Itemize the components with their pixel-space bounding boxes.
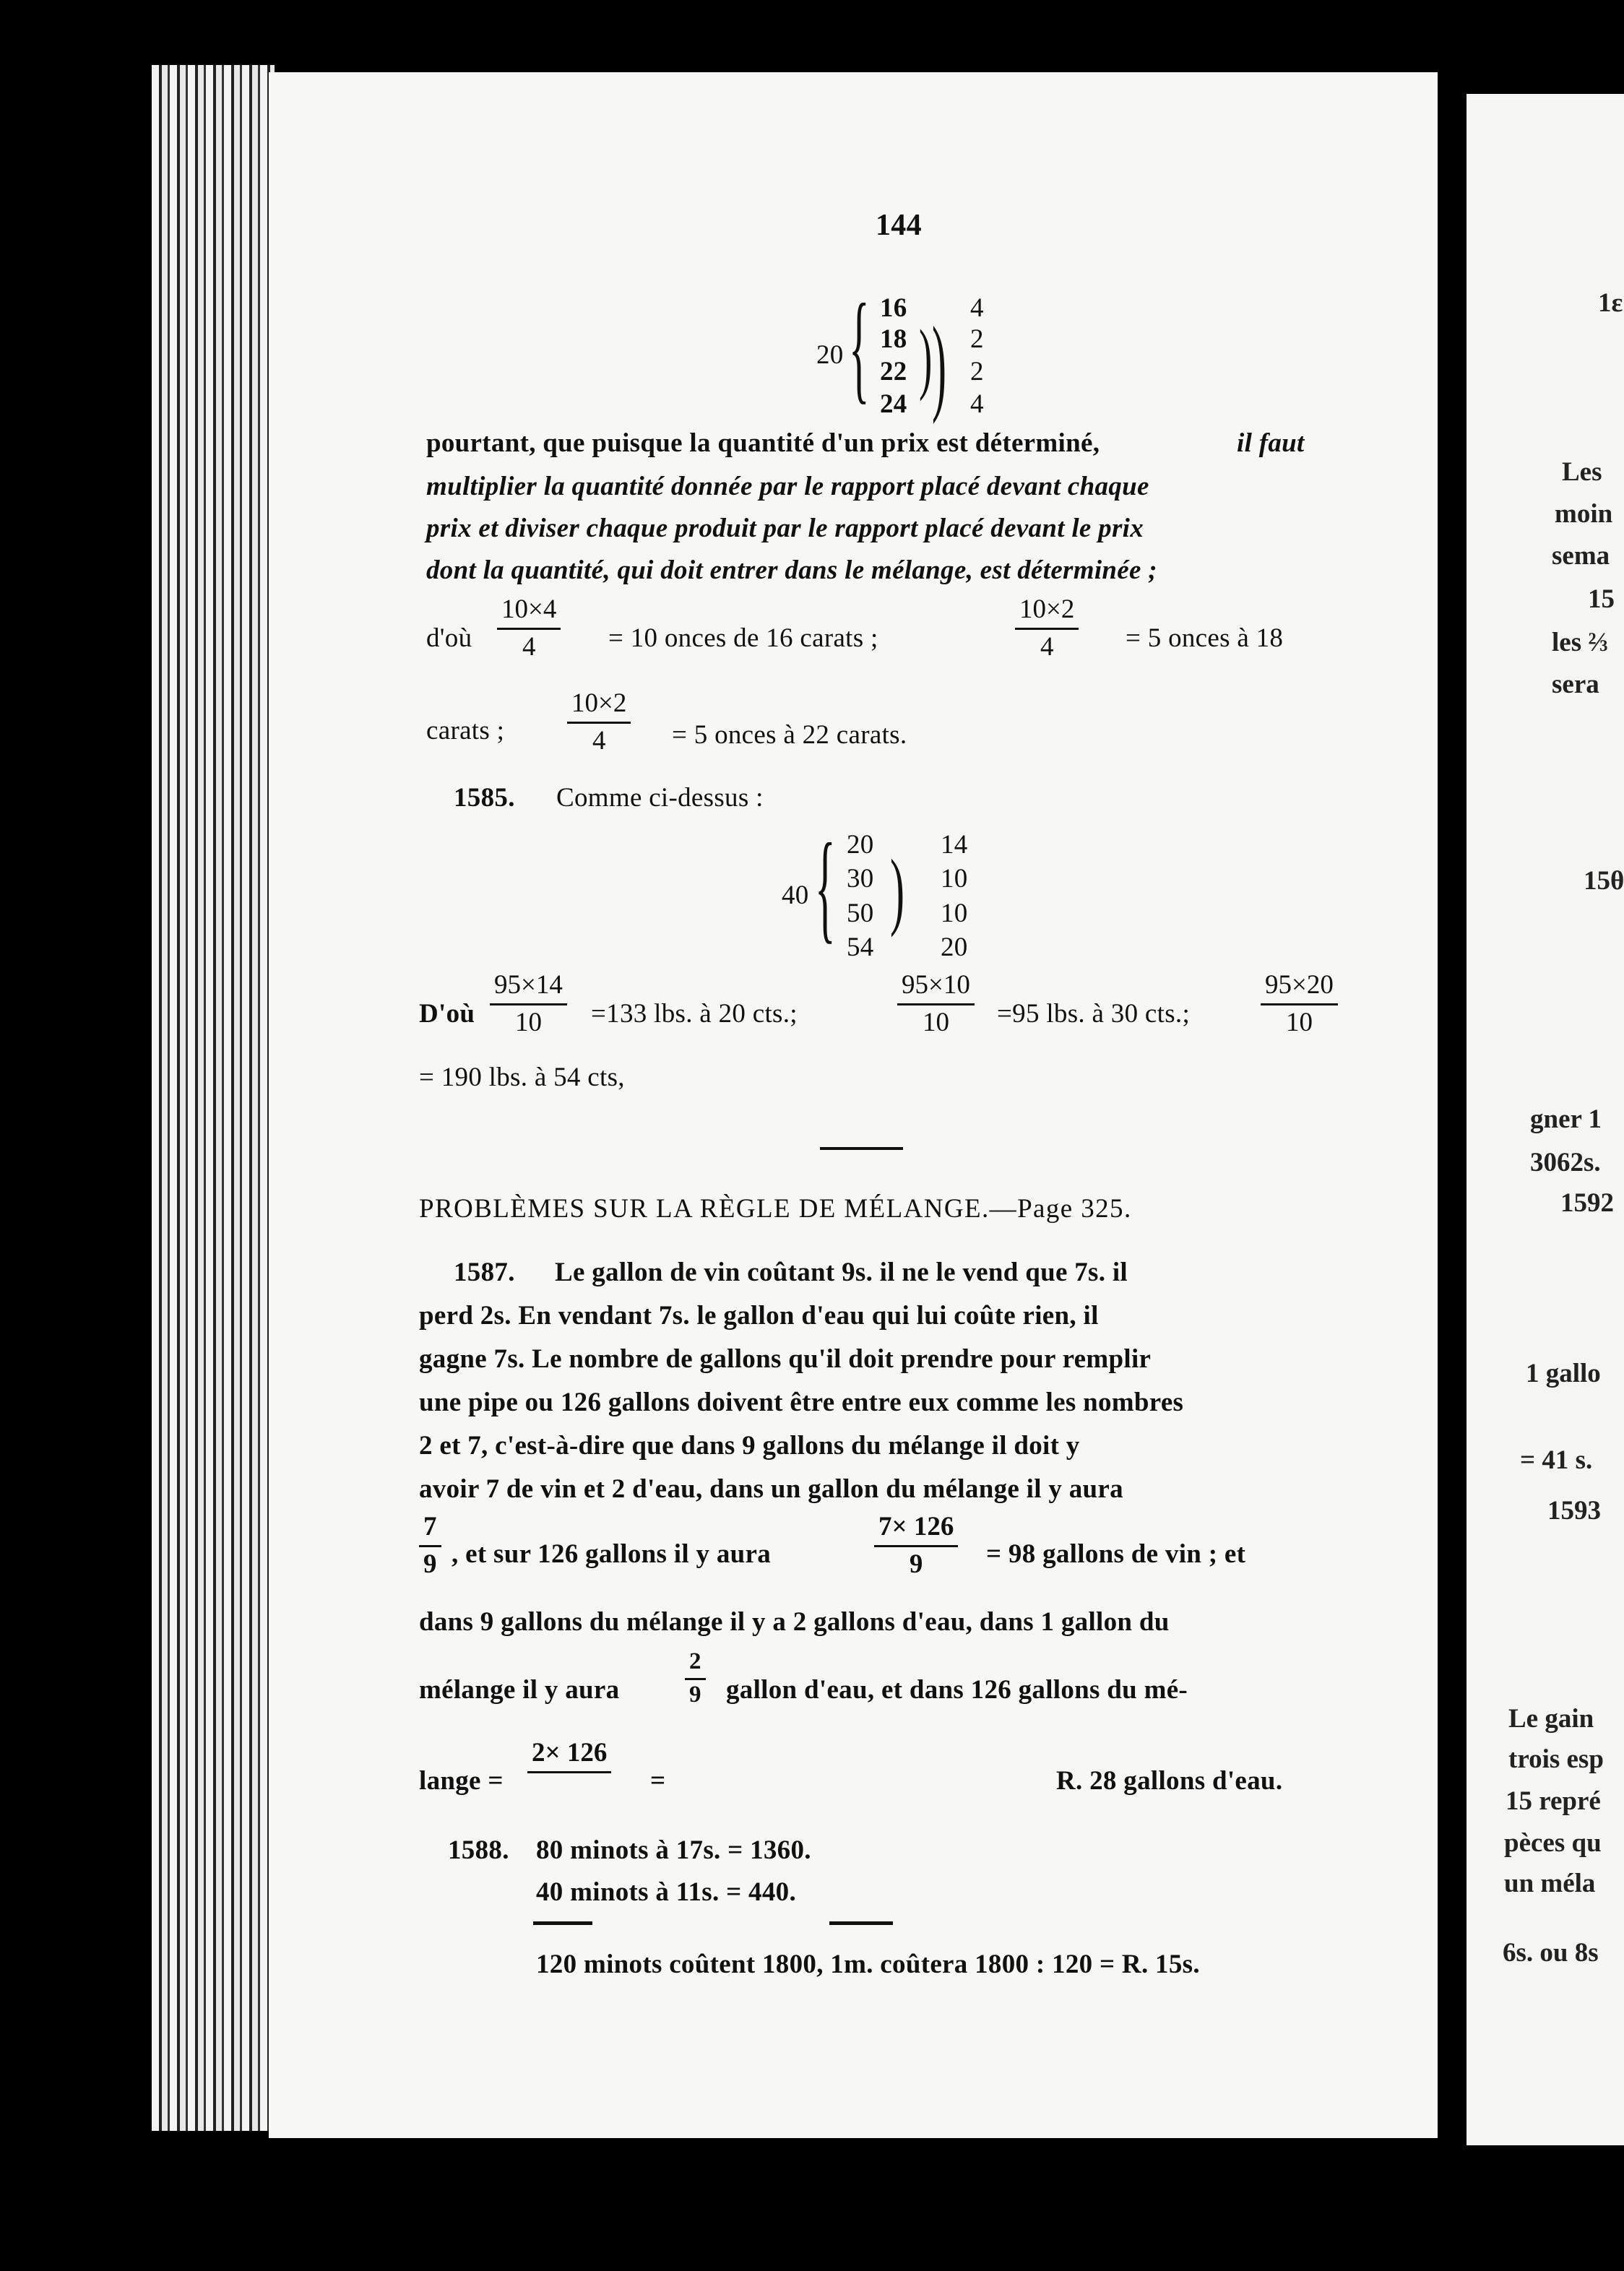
right-page-text: trois esp: [1508, 1744, 1604, 1774]
p1587-mid1: , et sur 126 gallons il y aura: [452, 1539, 772, 1569]
p1585-left-value: 30: [847, 864, 874, 894]
eq1-fraction-1: [497, 594, 561, 662]
table1-left-value: 22: [880, 357, 907, 386]
p1587-line2: perd 2s. En vendant 7s. le gallon d'eau qui lui coûte rien, il: [419, 1301, 1099, 1331]
p1585-fraction-1: [490, 969, 567, 1038]
right-page-text: Les: [1562, 457, 1602, 487]
p1588-number: 1588.: [448, 1835, 509, 1865]
right-page-text: 15: [1588, 584, 1615, 614]
p1585-prefix: D'où: [419, 999, 475, 1029]
table1-right-paren-outer: ): [932, 305, 946, 425]
fraction-numerator: 10×4: [497, 594, 561, 630]
fraction-numerator: 95×14: [490, 969, 567, 1005]
p1587-line10b: =: [650, 1766, 666, 1796]
table1-left-value: 16: [880, 293, 907, 323]
p1585-right-value: 20: [941, 933, 968, 962]
fraction-numerator: 7: [419, 1511, 441, 1547]
fraction-denominator: 9: [909, 1549, 923, 1579]
table1-right-value: 2: [970, 357, 984, 386]
p1587-fraction-4: [527, 1737, 611, 1806]
p1585-number: 1585.: [454, 783, 515, 813]
right-page-text: gner 1: [1530, 1104, 1602, 1134]
para1-line2: multiplier la quantité donnée par le rapport placé devant chaque: [426, 472, 1149, 501]
page-edges: [152, 65, 275, 2131]
table1-right-value: 2: [970, 324, 984, 354]
right-page-text: 15 repré: [1506, 1786, 1601, 1816]
p1585-right-value: 10: [941, 864, 968, 894]
p1585-left-value: 20: [847, 830, 874, 860]
table1-right-value: 4: [970, 389, 984, 419]
right-page-text: 1593: [1547, 1496, 1601, 1526]
section-separator: [820, 1147, 903, 1150]
p1585-line2: = 190 lbs. à 54 cts,: [419, 1063, 625, 1092]
p1587-line8: dans 9 gallons du mélange il y a 2 gallons d'eau, dans 1 gallon du: [419, 1607, 1170, 1637]
page-number: 144: [876, 209, 922, 242]
para1-line4: dont la quantité, qui doit entrer dans le mélange, est déterminée ;: [426, 555, 1157, 585]
right-page-text: moin: [1555, 499, 1613, 529]
p1585-right-paren: ): [890, 842, 904, 938]
fraction-denominator: 4: [592, 726, 606, 756]
right-page-text: pèces qu: [1504, 1828, 1602, 1858]
p1585-text: Comme ci-dessus :: [556, 783, 764, 813]
fraction-denominator: 10: [514, 1008, 542, 1037]
fraction-denominator: [527, 1773, 611, 1806]
p1588-line3: 120 minots coûtent 1800, 1m. coûtera 1800 : 120 = R. 15s.: [536, 1950, 1200, 1979]
right-page-text: sema: [1552, 541, 1610, 571]
fraction-numerator: 2× 126: [527, 1737, 611, 1773]
p1585-result-1: =133 lbs. à 20 cts.;: [591, 999, 798, 1029]
fraction-numerator: 2: [685, 1648, 706, 1680]
right-page-text: 1 gallo: [1526, 1359, 1601, 1388]
section-title: PROBLÈMES SUR LA RÈGLE DE MÉLANGE.—Page 325.: [419, 1194, 1132, 1224]
fraction-denominator: 9: [423, 1549, 437, 1579]
fraction-denominator: 9: [689, 1682, 701, 1708]
eq1-result-2: = 5 onces à 18: [1126, 623, 1284, 653]
fraction-denominator: 10: [1285, 1008, 1313, 1037]
p1587-mid1b: = 98 gallons de vin ; et: [986, 1539, 1246, 1569]
fraction-denominator: 4: [1040, 632, 1054, 662]
p1587-line1: Le gallon de vin coûtant 9s. il ne le vend que 7s. il: [555, 1258, 1128, 1287]
right-page-text: 1592: [1560, 1188, 1614, 1218]
fraction-denominator: 10: [922, 1008, 949, 1037]
p1585-result-2: =95 lbs. à 30 cts.;: [997, 999, 1191, 1029]
right-page-text: 15θ: [1584, 866, 1624, 896]
p1588-line2: 40 minots à 11s. = 440.: [536, 1877, 796, 1907]
p1587-line10a: lange =: [419, 1766, 504, 1796]
sum-rule-left: [533, 1921, 592, 1925]
table1-left-brace: {: [849, 279, 870, 415]
eq1-prefix: d'où: [426, 623, 472, 653]
right-page-text: 3062s.: [1530, 1148, 1601, 1177]
fraction-numerator: 95×10: [897, 969, 975, 1005]
para1-line1b: il faut: [1237, 428, 1305, 458]
eq1-fraction-3: [567, 688, 631, 756]
eq1-line2-prefix: carats ;: [426, 716, 505, 745]
table1-lead: 20: [816, 340, 844, 370]
p1585-left-brace: {: [815, 818, 836, 954]
p1587-line9b: gallon d'eau, et dans 126 gallons du mé-: [726, 1675, 1188, 1705]
right-page-text: sera: [1552, 670, 1599, 699]
eq1-result-1: = 10 onces de 16 carats ;: [608, 623, 878, 653]
eq1-fraction-2: [1015, 594, 1079, 662]
right-page-text: un méla: [1504, 1869, 1596, 1898]
right-page-text: 6s. ou 8s: [1503, 1938, 1599, 1968]
table1-left-value: 18: [880, 324, 907, 354]
p1587-line3: gagne 7s. Le nombre de gallons qu'il doit prendre pour remplir: [419, 1344, 1152, 1374]
p1587-line9a: mélange il y aura: [419, 1675, 620, 1705]
p1587-fraction-1: [419, 1511, 441, 1580]
fraction-denominator: 4: [522, 632, 536, 662]
p1585-right-value: 10: [941, 899, 968, 928]
right-page-text: Le gain: [1508, 1704, 1594, 1734]
fraction-numerator: 10×2: [567, 688, 631, 724]
table1-right-paren: ): [919, 313, 933, 402]
p1587-line6: avoir 7 de vin et 2 d'eau, dans un gallon du mélange il y aura: [419, 1474, 1123, 1504]
p1587-fraction-2: [874, 1511, 958, 1580]
fraction-numerator: 95×20: [1261, 969, 1338, 1005]
para1-line3: prix et diviser chaque produit par le rapport placé devant le prix: [426, 514, 1144, 543]
sum-rule-right: [829, 1921, 893, 1925]
table1-right-value: 4: [970, 293, 984, 323]
p1587-line5: 2 et 7, c'est-à-dire que dans 9 gallons du mélange il doit y: [419, 1431, 1080, 1461]
p1587-answer: R. 28 gallons d'eau.: [1056, 1766, 1283, 1796]
p1587-line4: une pipe ou 126 gallons doivent être entre eux comme les nombres: [419, 1388, 1184, 1417]
p1585-left-value: 50: [847, 899, 874, 928]
p1587-fraction-3: [685, 1648, 706, 1708]
p1587-number: 1587.: [454, 1258, 515, 1287]
eq1-result-3: = 5 onces à 22 carats.: [672, 720, 907, 750]
fraction-numerator: 7× 126: [874, 1511, 958, 1547]
p1588-line1: 80 minots à 17s. = 1360.: [536, 1835, 811, 1865]
p1585-left-value: 54: [847, 933, 874, 962]
p1585-fraction-2: [897, 969, 975, 1038]
table1-left-value: 24: [880, 389, 907, 419]
para1-line1a: pourtant, que puisque la quantité d'un prix est déterminé,: [426, 428, 1100, 458]
right-page-text: 1ε: [1598, 288, 1623, 318]
right-page-text: les ⅔: [1552, 628, 1609, 657]
p1585-table-lead: 40: [782, 881, 809, 910]
p1585-fraction-3: [1261, 969, 1338, 1038]
p1585-right-value: 14: [941, 830, 968, 860]
right-page-text: = 41 s.: [1520, 1445, 1593, 1475]
fraction-numerator: 10×2: [1015, 594, 1079, 630]
